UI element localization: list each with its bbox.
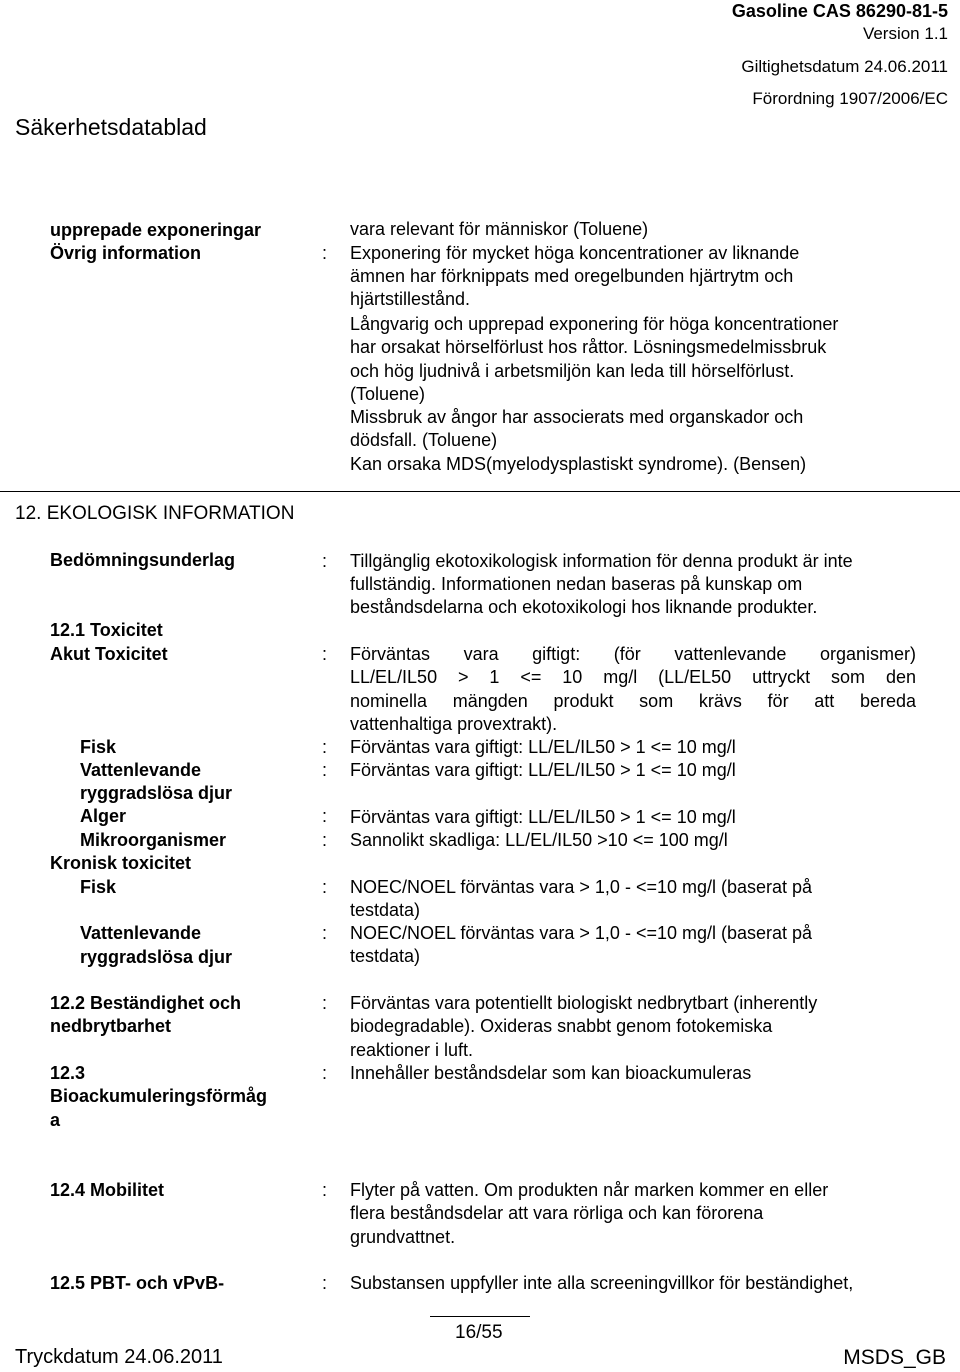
colon: : bbox=[322, 760, 328, 780]
acute-line: nominella mängden produkt som krävs för att bereda bbox=[350, 691, 916, 711]
algae-text: Förväntas vara giftigt: LL/EL/IL50 > 1 <= 10 mg/l bbox=[350, 807, 736, 827]
chronic-fish-line: NOEC/NOEL förväntas vara > 1,0 - <=10 mg/l (baserat på bbox=[350, 877, 813, 897]
toxicity-heading: 12.1 Toxicitet bbox=[50, 620, 163, 640]
persistence-label: 12.2 Beständighet och bbox=[50, 993, 242, 1013]
persistence-line: Förväntas vara potentiellt biologiskt nedbrytbart (inherently bbox=[350, 993, 818, 1013]
invertebrates-label: ryggradslösa djur bbox=[80, 783, 233, 803]
acute-line: Förväntas vara giftigt: (för vattenlevande organismer) bbox=[350, 644, 916, 664]
fish-label: Fisk bbox=[80, 737, 117, 757]
colon: : bbox=[322, 644, 328, 664]
acute-toxicity-label: Akut Toxicitet bbox=[50, 644, 168, 664]
persistence-line: biodegradable). Oxideras snabbt genom fotokemiska bbox=[350, 1016, 773, 1036]
basis-label: Bedömningsunderlag bbox=[50, 550, 236, 570]
repeated-exposure-text: vara relevant för människor (Toluene) bbox=[350, 219, 649, 239]
chronic-invertebrates-line: NOEC/NOEL förväntas vara > 1,0 - <=10 mg/l (baserat på bbox=[350, 923, 813, 943]
colon: : bbox=[322, 1063, 328, 1083]
mobility-line: Flyter på vatten. Om produkten når marken kommer en eller bbox=[350, 1180, 829, 1200]
other-info-line: Långvarig och upprepad exponering för höga koncentrationer bbox=[350, 314, 839, 334]
version-label: Version 1.1 bbox=[862, 24, 948, 43]
other-info-line: (Toluene) bbox=[350, 384, 426, 404]
colon: : bbox=[322, 830, 328, 850]
invertebrates-text: Förväntas vara giftigt: LL/EL/IL50 > 1 <= 10 mg/l bbox=[350, 760, 736, 780]
other-info-line: Missbruk av ångor har associerats med organskador och bbox=[350, 407, 804, 427]
mobility-line: flera beståndsdelar att vara rörliga och kan förorena bbox=[350, 1203, 764, 1223]
basis-line: fullständig. Informationen nedan baseras på kunskap om bbox=[350, 574, 803, 594]
colon: : bbox=[322, 1180, 328, 1200]
microorganisms-label: Mikroorganismer bbox=[80, 830, 227, 850]
algae-label: Alger bbox=[80, 806, 127, 826]
invertebrates-label: Vattenlevande bbox=[80, 760, 202, 780]
colon: : bbox=[322, 551, 328, 571]
mobility-label: 12.4 Mobilitet bbox=[50, 1180, 165, 1200]
chronic-toxicity-label: Kronisk toxicitet bbox=[50, 853, 192, 873]
colon: : bbox=[322, 806, 328, 826]
colon: : bbox=[322, 923, 328, 943]
bioaccumulation-label: Bioackumuleringsförmåg bbox=[50, 1086, 268, 1106]
colon: : bbox=[322, 243, 328, 263]
pbt-text: Substansen uppfyller inte alla screeningvillkor för beständighet, bbox=[350, 1273, 854, 1293]
colon: : bbox=[322, 877, 328, 897]
section-title: 12. EKOLOGISK INFORMATION bbox=[15, 503, 295, 524]
other-info-line: dödsfall. (Toluene) bbox=[350, 430, 498, 450]
product-name: Gasoline CAS 86290-81-5 bbox=[731, 1, 948, 21]
chronic-invertebrates-label: ryggradslösa djur bbox=[80, 947, 233, 967]
document-title: Säkerhetsdatablad bbox=[15, 114, 207, 140]
acute-line: vattenhaltiga provextrakt). bbox=[350, 714, 558, 734]
colon: : bbox=[322, 737, 328, 757]
pbt-label: 12.5 PBT- och vPvB- bbox=[50, 1273, 225, 1293]
print-date: Tryckdatum 24.06.2011 bbox=[15, 1346, 223, 1368]
chronic-fish-line: testdata) bbox=[350, 900, 421, 920]
regulation-label: Förordning 1907/2006/EC bbox=[752, 89, 948, 108]
other-info-line: ämnen har förknippats med oregelbunden hjärtrytm och bbox=[350, 266, 794, 286]
other-info-line: och hög ljudnivå i arbetsmiljön kan leda till hörselförlust. bbox=[350, 361, 795, 381]
basis-line: beståndsdelarna och ekotoxikologi hos liknande produkter. bbox=[350, 597, 818, 617]
repeated-exposure-label: upprepade exponeringar bbox=[50, 220, 262, 240]
persistence-label: nedbrytbarhet bbox=[50, 1016, 172, 1036]
other-info-label: Övrig information bbox=[50, 243, 202, 263]
bioaccumulation-text: Innehåller beståndsdelar som kan bioackumuleras bbox=[350, 1063, 752, 1083]
fish-text: Förväntas vara giftigt: LL/EL/IL50 > 1 <= 10 mg/l bbox=[350, 737, 736, 757]
basis-line: Tillgänglig ekotoxikologisk information för denna produkt är inte bbox=[350, 551, 853, 571]
footer-divider bbox=[430, 1316, 530, 1317]
section-divider bbox=[0, 491, 960, 492]
chronic-invertebrates-label: Vattenlevande bbox=[80, 923, 202, 943]
microorganisms-text: Sannolikt skadliga: LL/EL/IL50 >10 <= 100 mg/l bbox=[350, 830, 728, 850]
other-info-line: Exponering för mycket höga koncentrationer av liknande bbox=[350, 243, 800, 263]
other-info-line: har orsakat hörselförlust hos råttor. Lösningsmedelmissbruk bbox=[350, 337, 827, 357]
other-info-line: hjärtstillestånd. bbox=[350, 289, 471, 309]
other-info-line: Kan orsaka MDS(myelodysplastiskt syndrome). (Bensen) bbox=[350, 454, 807, 474]
bioaccumulation-label: a bbox=[50, 1110, 61, 1130]
document-code: MSDS_GB bbox=[843, 1346, 946, 1369]
acute-line: LL/EL/IL50 > 1 <= 10 mg/l (LL/EL50 uttryckt som den bbox=[350, 667, 916, 687]
mobility-line: grundvattnet. bbox=[350, 1227, 456, 1247]
bioaccumulation-label: 12.3 bbox=[50, 1063, 86, 1083]
colon: : bbox=[322, 993, 328, 1013]
persistence-line: reaktioner i luft. bbox=[350, 1040, 474, 1060]
page-number: 16/55 bbox=[455, 1322, 503, 1343]
chronic-fish-label: Fisk bbox=[80, 877, 117, 897]
validity-date: Giltighetsdatum 24.06.2011 bbox=[741, 57, 948, 76]
colon: : bbox=[322, 1273, 328, 1293]
chronic-invertebrates-line: testdata) bbox=[350, 946, 421, 966]
